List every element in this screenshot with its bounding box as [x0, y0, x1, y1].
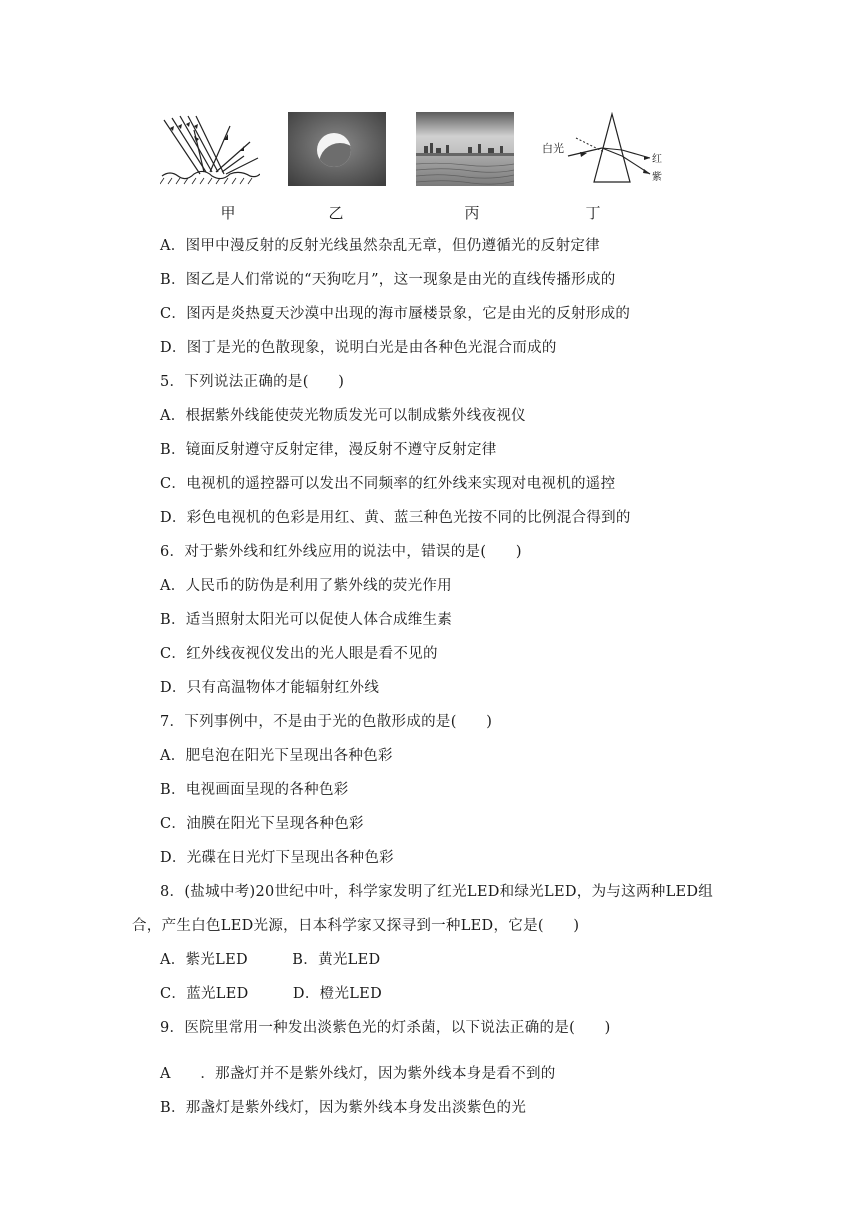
q6-option-b: B．适当照射太阳光可以促使人体合成维生素: [160, 612, 453, 628]
figure-caption-bing: 丙: [464, 204, 480, 222]
q4-option-d: D．图丁是光的色散现象，说明白光是由各种色光混合而成的: [160, 340, 557, 356]
q5-option-c: C．电视机的遥控器可以发出不同频率的红外线来实现对电视机的遥控: [160, 476, 616, 492]
desert-mirage-photo: [416, 112, 514, 186]
q8-options-ab: A．紫光LED B．黄光LED: [160, 952, 381, 968]
q6-option-a: A．人民币的防伪是利用了紫外线的荧光作用: [160, 578, 452, 594]
q8-stem-line1: 8．(盐城中考)20世纪中叶，科学家发明了红光LED和绿光LED，为与这两种LED组: [160, 884, 714, 900]
q8-stem-line2: 合，产生白色LED光源，日本科学家又探寻到一种LED，它是( ): [132, 918, 580, 934]
diffuse-reflection-figure: [160, 112, 260, 188]
q4-option-c: C．图丙是炎热夏天沙漠中出现的海市蜃楼景象，它是由光的反射形成的: [160, 306, 631, 322]
q6-option-d: D．只有高温物体才能辐射红外线: [160, 680, 380, 696]
q6-option-c: C．红外线夜视仪发出的光人眼是看不见的: [160, 646, 438, 662]
q5-option-a: A．根据紫外线能使荧光物质发光可以制成紫外线夜视仪: [160, 408, 526, 424]
prism-label-red: 红: [652, 154, 662, 165]
q4-option-a: A．图甲中漫反射的反射光线虽然杂乱无章，但仍遵循光的反射定律: [160, 238, 600, 254]
q7-option-b: B．电视画面呈现的各种色彩: [160, 782, 349, 798]
q8-options-cd: C．蓝光LED D．橙光LED: [160, 986, 382, 1002]
prism-label-white-light: 白光: [542, 142, 564, 155]
q5-stem: 5．下列说法正确的是( ): [160, 374, 345, 390]
lunar-eclipse-photo: [288, 112, 386, 186]
figure-caption-jia: 甲: [220, 204, 236, 222]
q7-option-d: D．光碟在日光灯下呈现出各种色彩: [160, 850, 394, 866]
prism-dispersion-figure: [540, 112, 664, 188]
figure-caption-ding: 丁: [585, 204, 601, 222]
q9-stem: 9．医院里常用一种发出淡紫色光的灯杀菌，以下说法正确的是( ): [160, 1020, 611, 1036]
q7-option-a: A．肥皂泡在阳光下呈现出各种色彩: [160, 748, 393, 764]
q6-stem: 6．对于紫外线和红外线应用的说法中，错误的是( ): [160, 544, 522, 560]
figure-caption-yi: 乙: [328, 204, 344, 222]
q5-option-d: D．彩色电视机的色彩是用红、黄、蓝三种色光按不同的比例混合得到的: [160, 510, 631, 526]
q5-option-b: B．镜面反射遵守反射定律，漫反射不遵守反射定律: [160, 442, 497, 458]
q9-option-a: A ．那盏灯并不是紫外线灯，因为紫外线本身是看不到的: [160, 1066, 556, 1082]
q9-option-b: B．那盏灯是紫外线灯，因为紫外线本身发出淡紫色的光: [160, 1100, 527, 1116]
q7-option-c: C．油膜在阳光下呈现各种色彩: [160, 816, 364, 832]
q7-stem: 7．下列事例中，不是由于光的色散形成的是( ): [160, 714, 493, 730]
prism-label-violet: 紫: [652, 172, 662, 183]
q4-option-b: B．图乙是人们常说的“天狗吃月”，这一现象是由光的直线传播形成的: [160, 272, 616, 288]
